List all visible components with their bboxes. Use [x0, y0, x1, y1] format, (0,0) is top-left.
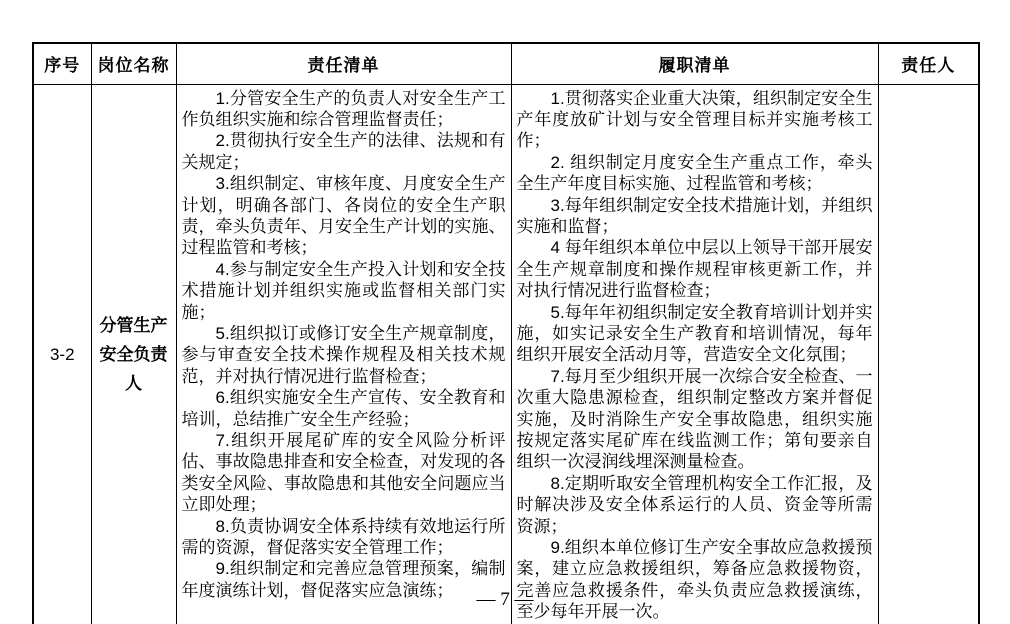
cell-responsible-person	[878, 84, 979, 624]
list-item-paragraph: 5.组织拟订或修订安全生产规章制度，参与审查安全技术操作规程及相关技术规范，并对执行情况进行监督检查；	[181, 323, 506, 386]
list-item-paragraph: 5.每年年初组织制定安全教育培训计划并实施，如实记录安全生产教育和培训情况，每年组织开展安全活动月等，营造安全文化氛围；	[516, 302, 873, 365]
cell-position-name: 分管生产安全负责人	[91, 84, 176, 624]
list-item-paragraph: 7.组织开展尾矿库的安全风险分析评估、事故隐患排查和安全检查，对发现的各类安全风险、事故隐患和其他安全问题应当立即处理；	[181, 431, 506, 515]
page-number: — 7 —	[476, 589, 534, 610]
list-item-paragraph: 4 每年组织本单位中层以上领导干部开展安全生产规章制度和操作规程审核更新工作，并对执行情况进行监督检查；	[516, 238, 873, 301]
list-item-paragraph: 8.负责协调安全体系持续有效地运行所需的资源，督促落实安全管理工作；	[181, 516, 506, 558]
header-responsibility-list: 责任清单	[176, 43, 511, 84]
list-item-paragraph: 7.每月至少组织开展一次综合安全检查、一次重大隐患源检查，组织制定整改方案并督促实施，及时消除生产安全事故隐患，组织实施按规定落实尾矿库在线监测工作；第旬要亲自组织一次浸润线埋深测量检查。	[516, 366, 873, 472]
header-responsible-person: 责任人	[878, 43, 979, 84]
list-item-paragraph: 6.组织实施安全生产宣传、安全教育和培训，总结推广安全生产经验；	[181, 388, 506, 429]
cell-seq-number: 3-2	[33, 84, 91, 624]
header-duty-list: 履职清单	[511, 43, 878, 84]
list-item-paragraph: 2.贯彻执行安全生产的法律、法规和有关规定；	[181, 131, 506, 172]
responsibility-table	[32, 42, 980, 624]
list-item-paragraph: 8.定期听取安全管理机构安全工作汇报，及时解决涉及安全体系运行的人员、资金等所需资源；	[516, 473, 873, 536]
list-item-paragraph: 3.组织制定、审核年度、月度安全生产计划，明确各部门、各岗位的安全生产职责，牵头负责年、月安全生产计划的实施、过程监管和考核；	[181, 174, 506, 258]
list-item-paragraph: 1.分管安全生产的负责人对安全生产工作负组织实施和综合管理监督责任；	[181, 88, 506, 129]
list-item-paragraph: 9.组织本单位修订生产安全事故应急救援预案，建立应急救援组织，筹备应急救援物资，完善应急救援条件，牵头负责应急救援演练，至少每年开展一次。	[516, 538, 873, 622]
list-item-paragraph: 9.组织制定和完善应急管理预案，编制年度演练计划，督促落实应急演练；	[181, 559, 506, 600]
cell-responsibility-list	[176, 84, 511, 624]
table-header-row	[33, 43, 979, 84]
table-row	[33, 84, 979, 624]
header-seq: 序号	[33, 43, 91, 84]
list-item-paragraph: 4.参与制定安全生产投入计划和安全技术措施计划并组织实施或监督相关部门实施；	[181, 259, 506, 322]
cell-duty-list	[511, 84, 878, 624]
header-position: 岗位名称	[91, 43, 176, 84]
list-item-paragraph: 1.贯彻落实企业重大决策，组织制定安全生产年度放矿计划与安全管理目标并实施考核工作；	[516, 88, 873, 151]
list-item-paragraph: 3.每年组织制定安全技术措施计划，并组织实施和监督；	[516, 195, 873, 236]
list-item-paragraph: 2. 组织制定月度安全生产重点工作，牵头全生产年度目标实施、过程监管和考核；	[516, 152, 873, 194]
